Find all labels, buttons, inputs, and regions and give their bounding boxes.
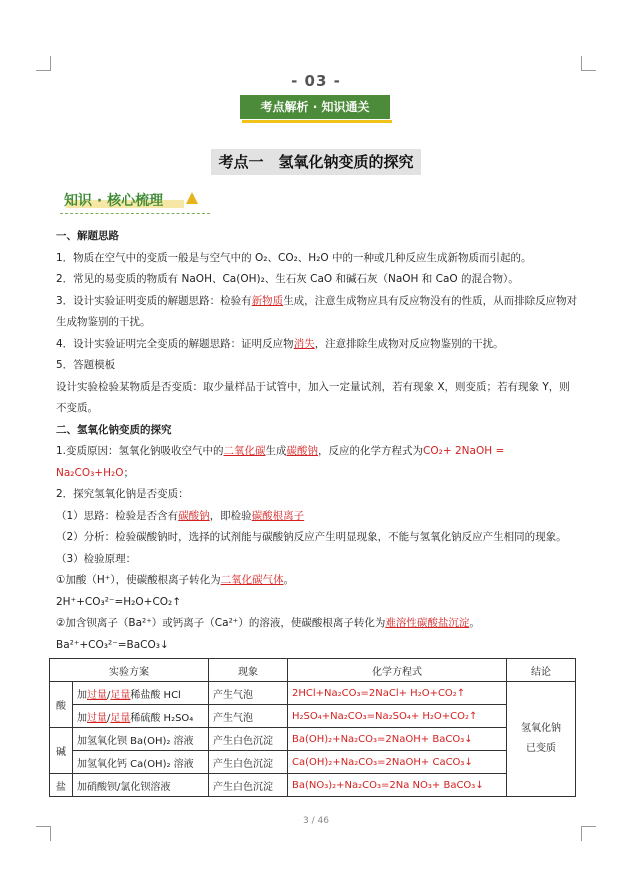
- text: 。: [283, 574, 295, 586]
- paragraph-4: [56, 334, 578, 356]
- point-7: [56, 613, 578, 635]
- knowledge-label: 知识 · 核心梳理: [64, 193, 164, 209]
- key-term: 新物质: [251, 294, 284, 307]
- point-5: （3）检验原理：: [56, 552, 137, 565]
- text: 稀盐酸 HCl: [130, 689, 181, 701]
- header-phenomenon: 现象: [209, 659, 288, 682]
- text: ，注意排除生成物对反应物鉴别的干扰。: [314, 337, 504, 350]
- key-term: 难溶性碳酸盐沉淀: [385, 617, 470, 629]
- conclusion-cell: [507, 682, 576, 797]
- category-salt: 盐: [50, 774, 73, 797]
- phenomenon-cell: 产生气泡: [209, 705, 288, 728]
- text: （1）思路：检验是否含有: [56, 509, 179, 522]
- key-term: 足量: [110, 689, 131, 701]
- text: /: [107, 712, 111, 724]
- key-term: 碳酸钠: [286, 445, 319, 457]
- phenomenon-cell: 产生白色沉淀: [209, 751, 288, 774]
- text: 。: [469, 617, 480, 629]
- table-row: [50, 751, 576, 774]
- crop-mark-top-left: [36, 56, 51, 71]
- crop-mark-top-right: [581, 56, 596, 71]
- page-number: 3 / 46: [303, 816, 329, 826]
- equation-cell: 2HCl+Na₂CO₃=2NaCl+ H₂O+CO₂↑: [288, 682, 507, 705]
- text: 稀硫酸 H₂SO₄: [130, 712, 194, 724]
- plan-cell: 加硝酸钡/氯化钡溶液: [73, 774, 209, 797]
- equation-cell: Ca(OH)₂+Na₂CO₃=2NaOH+ CaCO₃↓: [288, 751, 507, 774]
- table-row: [50, 705, 576, 728]
- paragraph-2: 2．常见的易变质的物质有 NaOH、Ca(OH)₂、生石灰 CaO 和碱石灰（NaOH 和 CaO 的混合物）。: [56, 273, 519, 285]
- phenomenon-cell: 产生白色沉淀: [209, 774, 288, 797]
- plan-cell: [73, 705, 209, 728]
- conclusion-text: 氢氧化钠已变质: [521, 723, 561, 754]
- text: 3．设计实验证明变质的解题思路：检验有: [56, 294, 252, 307]
- heading-solving-approach: 一、解题思路: [56, 230, 119, 242]
- ionic-equation-1: 2H⁺+CO₃²⁻=H₂O+CO₂↑: [56, 595, 182, 608]
- point-4: （2）分析：检验碳酸钠时，选择的试剂能与碳酸钠反应产生明显现象，不能与氢氧化钠反应产生相同的现象。: [56, 531, 567, 543]
- section-banner: 考点解析 · 知识通关: [240, 95, 390, 119]
- main-content: [56, 226, 578, 656]
- plan-cell: 加氢氧化钡 Ba(OH)₂ 溶液: [73, 728, 209, 751]
- triangle-icon: [186, 192, 198, 204]
- category-base: 碱: [50, 728, 73, 774]
- key-term: 过量: [87, 712, 107, 724]
- key-term: 足量: [110, 712, 131, 724]
- key-term: 消失: [293, 337, 315, 350]
- key-term: 二氧化碳: [223, 445, 266, 457]
- point-1: [56, 441, 578, 484]
- key-term: 碳酸钠: [178, 509, 210, 522]
- ionic-equation-2: Ba²⁺+CO₃²⁻=BaCO₃↓: [56, 638, 169, 651]
- table-row: [50, 728, 576, 751]
- text: ②加含钡离子（Ba²⁺）或钙离子（Ca²⁺）的溶液，使碳酸根离子转化为: [56, 617, 386, 629]
- phenomenon-cell: 产生白色沉淀: [209, 728, 288, 751]
- table-header-row: [50, 659, 576, 682]
- section-number: - 03 -: [291, 72, 341, 90]
- plan-cell: [73, 682, 209, 705]
- experiment-table: [49, 658, 576, 797]
- phenomenon-cell: 产生气泡: [209, 682, 288, 705]
- category-acid: 酸: [50, 682, 73, 728]
- paragraph-1: 1．物质在空气中的变质一般是与空气中的 O₂、CO₂、H₂O 中的一种或几种反应生成新物质而引起的。: [56, 251, 532, 264]
- text: 4．设计实验证明完全变质的解题思路：证明反应物: [56, 337, 294, 350]
- plan-cell: 加氢氧化钙 Ca(OH)₂ 溶液: [73, 751, 209, 774]
- knowledge-heading: [64, 190, 163, 210]
- crop-mark-bottom-right: [581, 826, 596, 841]
- header-conclusion: 结论: [507, 659, 576, 682]
- equation-cell: Ba(NO₃)₂+Na₂CO₃=2Na NO₃+ BaCO₃↓: [288, 774, 507, 797]
- dashed-underline: [60, 213, 210, 214]
- point-3: [56, 506, 578, 528]
- text: 加: [77, 712, 87, 724]
- text: 生成: [265, 445, 287, 457]
- header-plan: 实验方案: [50, 659, 209, 682]
- text: ，反应的化学方程式为: [318, 445, 424, 457]
- key-term: 二氧化碳气体: [220, 574, 284, 586]
- equation-cell: Ba(OH)₂+Na₂CO₃=2NaOH+ BaCO₃↓: [288, 728, 507, 751]
- key-term: 碳酸根离子: [251, 509, 305, 522]
- text: 生成，注意生成物应具有反应物没有的性质，从而排除反应物对生成物鉴别的干扰。: [56, 294, 578, 328]
- text: ；: [123, 466, 134, 479]
- paragraph-3: [56, 291, 578, 334]
- paragraph-5: 5．答题模板: [56, 359, 116, 371]
- text: 1.变质原因：氢氧化钠吸收空气中的: [56, 445, 224, 457]
- point-6: [56, 570, 578, 592]
- point-2: 2．探究氢氧化钠是否变质：: [56, 488, 189, 500]
- page-title: 考点一 氢氧化钠变质的探究: [211, 149, 421, 175]
- header-equation: 化学方程式: [288, 659, 507, 682]
- equation-cell: H₂SO₄+Na₂CO₃=Na₂SO₄+ H₂O+CO₂↑: [288, 705, 507, 728]
- equation: CO₂+ 2NaOH = Na₂CO₃+H₂O: [56, 445, 505, 479]
- table-row: [50, 774, 576, 797]
- text: ①加酸（H⁺），使碳酸根离子转化为: [56, 574, 221, 586]
- heading-naoh-study: 二、氢氧化钠变质的探究: [56, 423, 172, 436]
- text: 加: [77, 689, 87, 701]
- text: ，即检验: [209, 509, 252, 522]
- paragraph-6: 设计实验检验某物质是否变质：取少量样品于试管中，加入一定量试剂，若有现象 X，则变质；若有现象 Y，则不变质。: [56, 380, 570, 414]
- text: /: [107, 689, 111, 701]
- crop-mark-bottom-left: [36, 826, 51, 841]
- table-row: [50, 682, 576, 705]
- key-term: 过量: [87, 689, 107, 701]
